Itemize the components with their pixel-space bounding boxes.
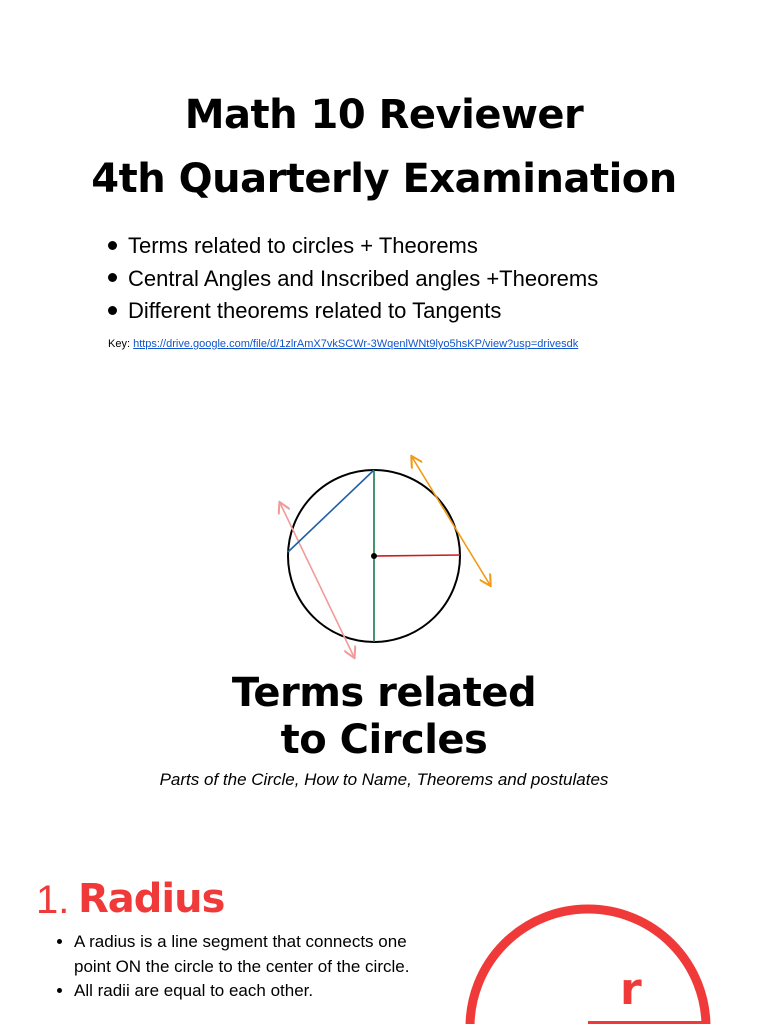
tangent-line xyxy=(412,457,490,585)
section-number: 1. xyxy=(36,878,70,922)
page-title: Math 10 Reviewer xyxy=(184,92,584,138)
list-item: Terms related to circles + Theorems xyxy=(108,230,598,263)
section-title-continued: to Circles xyxy=(280,717,488,763)
answer-key xyxy=(108,338,578,350)
key-link[interactable]: https://drive.google.com/file/d/1zlrAmX7vkSCWr-3WqenlWNt9lyo5hsKP/view?usp=drivesdk xyxy=(133,338,579,350)
radius-diagram xyxy=(460,902,768,1024)
circle-parts-diagram xyxy=(260,445,510,675)
radius-line xyxy=(374,555,460,556)
radius-heading: Radius xyxy=(78,876,225,922)
key-label: Key: xyxy=(108,338,131,350)
section-subtitle: Parts of the Circle, How to Name, Theorems and postulates xyxy=(159,770,609,789)
list-item: Central Angles and Inscribed angles +Theorems xyxy=(108,263,598,296)
radius-bullets xyxy=(56,930,424,1004)
page-subtitle: 4th Quarterly Examination xyxy=(91,156,677,202)
radius-symbol: r xyxy=(620,964,642,1015)
topics-list xyxy=(108,230,598,328)
list-item: • A radius is a line segment that connects one point ON the circle to the center of the circle. xyxy=(74,930,424,979)
section-title: Terms related xyxy=(231,670,537,716)
center-point xyxy=(371,553,377,559)
radius-circle xyxy=(470,909,706,1024)
list-item: Different theorems related to Tangents xyxy=(108,295,598,328)
list-item: • All radii are equal to each other. xyxy=(74,979,424,1004)
